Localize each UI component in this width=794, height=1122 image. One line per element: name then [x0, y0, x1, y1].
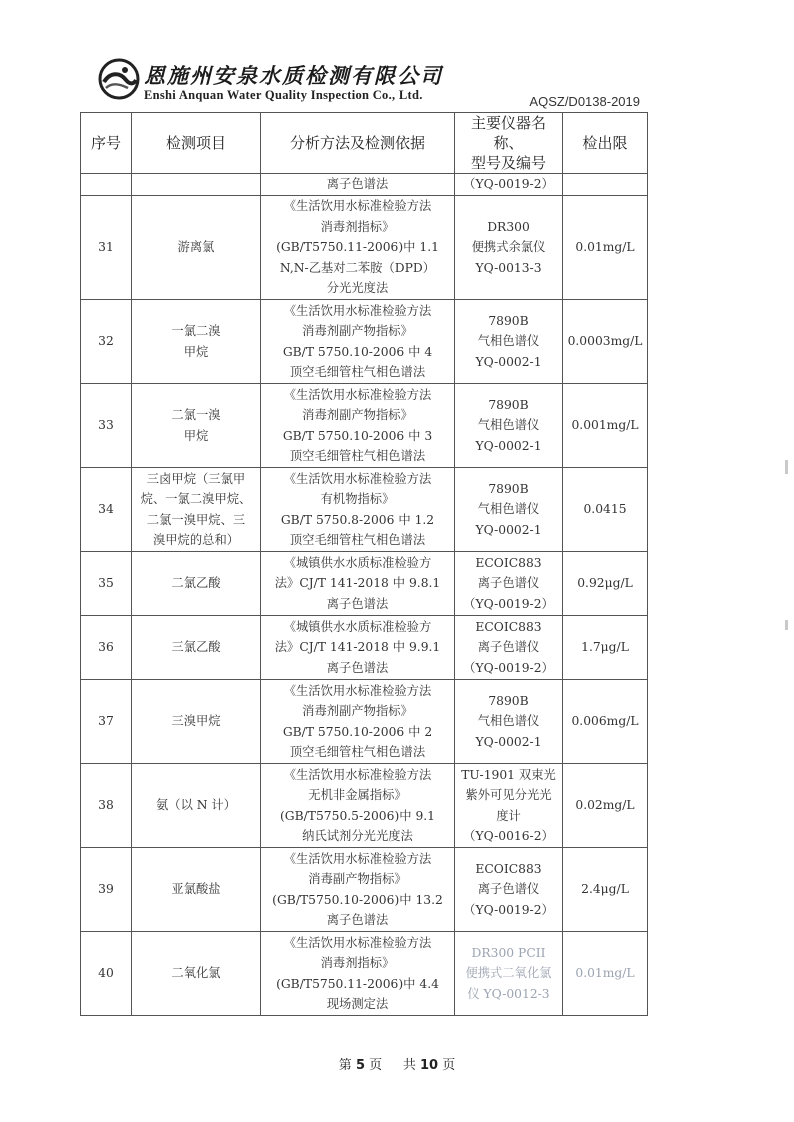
cell-item: 游离氯: [132, 196, 261, 300]
table-row: [81, 552, 648, 616]
header-instrument: 主要仪器名称、 型号及编号: [455, 113, 563, 174]
cell-method: 离子色谱法: [261, 174, 455, 196]
cell-limit: 0.92μg/L: [563, 552, 648, 616]
cell-no: 35: [81, 552, 132, 616]
page-number: 5: [355, 1058, 365, 1073]
cell-item: 二氯一溴 甲烷: [132, 384, 261, 468]
scan-edge-mark: [785, 460, 788, 474]
cell-limit: 0.0415: [563, 468, 648, 552]
cell-method: 《生活饮用水标准检验方法 消毒剂副产物指标》 GB/T 5750.10-2006 中 4 顶空毛细管柱气相色谱法: [261, 300, 455, 384]
cell-instrument: ECOIC883 离子色谱仪 （YQ-0019-2）: [455, 552, 563, 616]
table-row: [81, 468, 648, 552]
cell-no: 36: [81, 616, 132, 680]
company-logo-icon: [98, 58, 140, 100]
table-row: [81, 196, 648, 300]
inspection-items-table: [80, 112, 648, 1016]
cell-item: 一氯二溴 甲烷: [132, 300, 261, 384]
header-item: 检测项目: [132, 113, 261, 174]
cell-no: [81, 174, 132, 196]
cell-no: 37: [81, 680, 132, 764]
cell-item: 三氯乙酸: [132, 616, 261, 680]
cell-item: 二氯乙酸: [132, 552, 261, 616]
table-row-continued: [81, 174, 648, 196]
cell-limit: [563, 174, 648, 196]
table-row: [81, 384, 648, 468]
cell-no: 33: [81, 384, 132, 468]
page-suffix: 页: [369, 1058, 383, 1073]
page-footer: [0, 1054, 794, 1073]
cell-method: 《生活饮用水标准检验方法 无机非金属指标》 (GB/T5750.5-2006)中 9.1 纳氏试剂分光光度法: [261, 764, 455, 848]
cell-method: 《城镇供水水质标准检验方 法》CJ/T 141-2018 中 9.8.1 离子色谱法: [261, 552, 455, 616]
table-header-row: [81, 113, 648, 174]
cell-method: 《生活饮用水标准检验方法 消毒剂副产物指标》 GB/T 5750.10-2006 中 3 顶空毛细管柱气相色谱法: [261, 384, 455, 468]
cell-item: [132, 174, 261, 196]
cell-instrument: DR300 PCII 便携式二氧化氯 仪 YQ-0012-3: [455, 932, 563, 1016]
cell-instrument: ECOIC883 离子色谱仪 （YQ-0019-2）: [455, 616, 563, 680]
cell-item: 三溴甲烷: [132, 680, 261, 764]
cell-method: 《生活饮用水标准检验方法 消毒剂指标》 (GB/T5750.11-2006)中 4.4 现场测定法: [261, 932, 455, 1016]
cell-limit: 0.006mg/L: [563, 680, 648, 764]
cell-item: 三卤甲烷（三氯甲 烷、一氯二溴甲烷、 二氯一溴甲烷、三 溴甲烷的总和）: [132, 468, 261, 552]
cell-instrument: 7890B 气相色谱仪 YQ-0002-1: [455, 384, 563, 468]
header-limit: 检出限: [563, 113, 648, 174]
cell-instrument: TU-1901 双束光 紫外可见分光光 度计 （YQ-0016-2）: [455, 764, 563, 848]
header-no: 序号: [81, 113, 132, 174]
cell-limit: 0.02mg/L: [563, 764, 648, 848]
cell-method: 《城镇供水水质标准检验方 法》CJ/T 141-2018 中 9.9.1 离子色谱法: [261, 616, 455, 680]
cell-limit: 0.01mg/L: [563, 932, 648, 1016]
cell-instrument: 7890B 气相色谱仪 YQ-0002-1: [455, 468, 563, 552]
document-number: AQSZ/D0138-2019: [529, 94, 640, 109]
table-row: [81, 932, 648, 1016]
page-prefix: 第: [338, 1058, 352, 1073]
table-row: [81, 848, 648, 932]
cell-no: 34: [81, 468, 132, 552]
cell-item: 氨（以 N 计）: [132, 764, 261, 848]
cell-no: 31: [81, 196, 132, 300]
cell-method: 《生活饮用水标准检验方法 消毒剂指标》 (GB/T5750.11-2006)中 1.1 N,N-乙基对二苯胺（DPD） 分光光度法: [261, 196, 455, 300]
cell-item: 亚氯酸盐: [132, 848, 261, 932]
company-name-en: Enshi Anquan Water Quality Inspection Co., Ltd.: [144, 88, 423, 102]
cell-method: 《生活饮用水标准检验方法 有机物指标》 GB/T 5750.8-2006 中 1.2 顶空毛细管柱气相色谱法: [261, 468, 455, 552]
company-name-cn: 恩施州安泉水质检测有限公司: [144, 63, 443, 88]
cell-method: 《生活饮用水标准检验方法 消毒副产物指标》 (GB/T5750.10-2006)中 13.2 离子色谱法: [261, 848, 455, 932]
cell-no: 40: [81, 932, 132, 1016]
cell-method: 《生活饮用水标准检验方法 消毒剂副产物指标》 GB/T 5750.10-2006 中 2 顶空毛细管柱气相色谱法: [261, 680, 455, 764]
cell-limit: 1.7μg/L: [563, 616, 648, 680]
header-method: 分析方法及检测依据: [261, 113, 455, 174]
cell-limit: 0.001mg/L: [563, 384, 648, 468]
cell-no: 39: [81, 848, 132, 932]
cell-instrument: DR300 便携式余氯仪 YQ-0013-3: [455, 196, 563, 300]
total-prefix: 共: [402, 1058, 416, 1073]
cell-no: 32: [81, 300, 132, 384]
cell-limit: 0.0003mg/L: [563, 300, 648, 384]
cell-instrument: 7890B 气相色谱仪 YQ-0002-1: [455, 300, 563, 384]
cell-no: 38: [81, 764, 132, 848]
cell-instrument: （YQ-0019-2）: [455, 174, 563, 196]
table-row: [81, 616, 648, 680]
table-row: [81, 680, 648, 764]
cell-instrument: ECOIC883 离子色谱仪 （YQ-0019-2）: [455, 848, 563, 932]
cell-instrument: 7890B 气相色谱仪 YQ-0002-1: [455, 680, 563, 764]
table-row: [81, 300, 648, 384]
cell-limit: 0.01mg/L: [563, 196, 648, 300]
cell-item: 二氧化氯: [132, 932, 261, 1016]
table-row: [81, 764, 648, 848]
total-suffix: 页: [442, 1058, 456, 1073]
cell-limit: 2.4μg/L: [563, 848, 648, 932]
total-pages: 10: [419, 1058, 439, 1073]
scan-edge-mark: [785, 620, 788, 630]
